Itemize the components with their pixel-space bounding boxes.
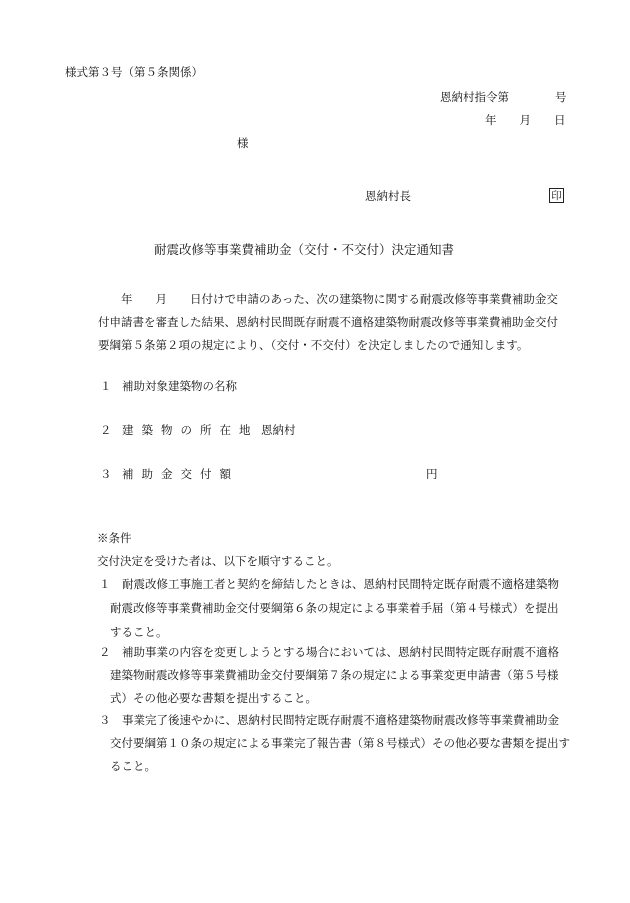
condition-line: 建築物耐震改修等事業費補助金交付要綱第７条の規定による事業変更申請書（第５号様 xyxy=(110,668,559,682)
condition-line: 式）その他必要な書類を提出すること。 xyxy=(110,691,317,705)
item-number: ３ xyxy=(100,467,112,481)
item-value-building-location: 恩納村 xyxy=(261,423,296,437)
item-label-building-location: 建築物の所在地 xyxy=(122,423,259,437)
condition-number: ２ xyxy=(99,645,111,659)
item-label-grant-amount: 補助金交付額 xyxy=(122,467,239,481)
addressee-suffix: 様 xyxy=(237,136,249,150)
condition-line: 補助事業の内容を変更しようとする場合においては、恩納村民間特定既存耐震不適格 xyxy=(122,645,559,659)
official-seal: 印 xyxy=(549,188,564,203)
issuer-name: 恩納村長 xyxy=(365,189,411,203)
condition-line: ること。 xyxy=(110,759,156,773)
body-line-2: 付申請書を審査した結果、恩納村民間既存耐震不適格建築物耐震改修等事業費補助金交付 xyxy=(98,315,558,329)
item-value-grant-amount-unit: 円 xyxy=(426,467,438,481)
document-title: 耐震改修等事業費補助金（交付・不交付）決定通知書 xyxy=(154,242,455,257)
condition-line: 耐震改修工事施工者と契約を締結したときは、恩納村民間特定既存耐震不適格建築物 xyxy=(122,577,559,591)
condition-line: 交付要綱第１０条の規定による事業完了報告書（第８号様式）その他必要な書類を提出す xyxy=(110,736,570,750)
conditions-intro: 交付決定を受けた者は、以下を順守すること。 xyxy=(97,554,339,568)
conditions-heading: ※条件 xyxy=(97,531,132,545)
condition-number: ３ xyxy=(99,713,111,727)
condition-line: すること。 xyxy=(110,625,168,639)
document-number: 恩納村指令第 号 xyxy=(440,90,567,104)
item-number: ２ xyxy=(100,423,112,437)
condition-line: 耐震改修等事業費補助金交付要綱第６条の規定による事業着手届（第４号様式）を提出 xyxy=(110,601,559,615)
body-line-1: 年 月 日付けで申請のあった、次の建築物に関する耐震改修等事業費補助金交 xyxy=(121,292,558,306)
condition-line: 事業完了後速やかに、恩納村民間特定既存耐震不適格建築物耐震改修等事業費補助金 xyxy=(122,713,559,727)
body-line-3: 要綱第５条第２項の規定により、（交付・不交付）を決定しましたので通知します。 xyxy=(98,338,529,352)
item-number: １ xyxy=(100,379,112,393)
item-label-building-name: 補助対象建築物の名称 xyxy=(122,379,237,393)
form-number: 様式第３号（第５条関係） xyxy=(65,65,203,79)
issue-date: 年 月 日 xyxy=(485,113,566,127)
condition-number: １ xyxy=(99,577,111,591)
